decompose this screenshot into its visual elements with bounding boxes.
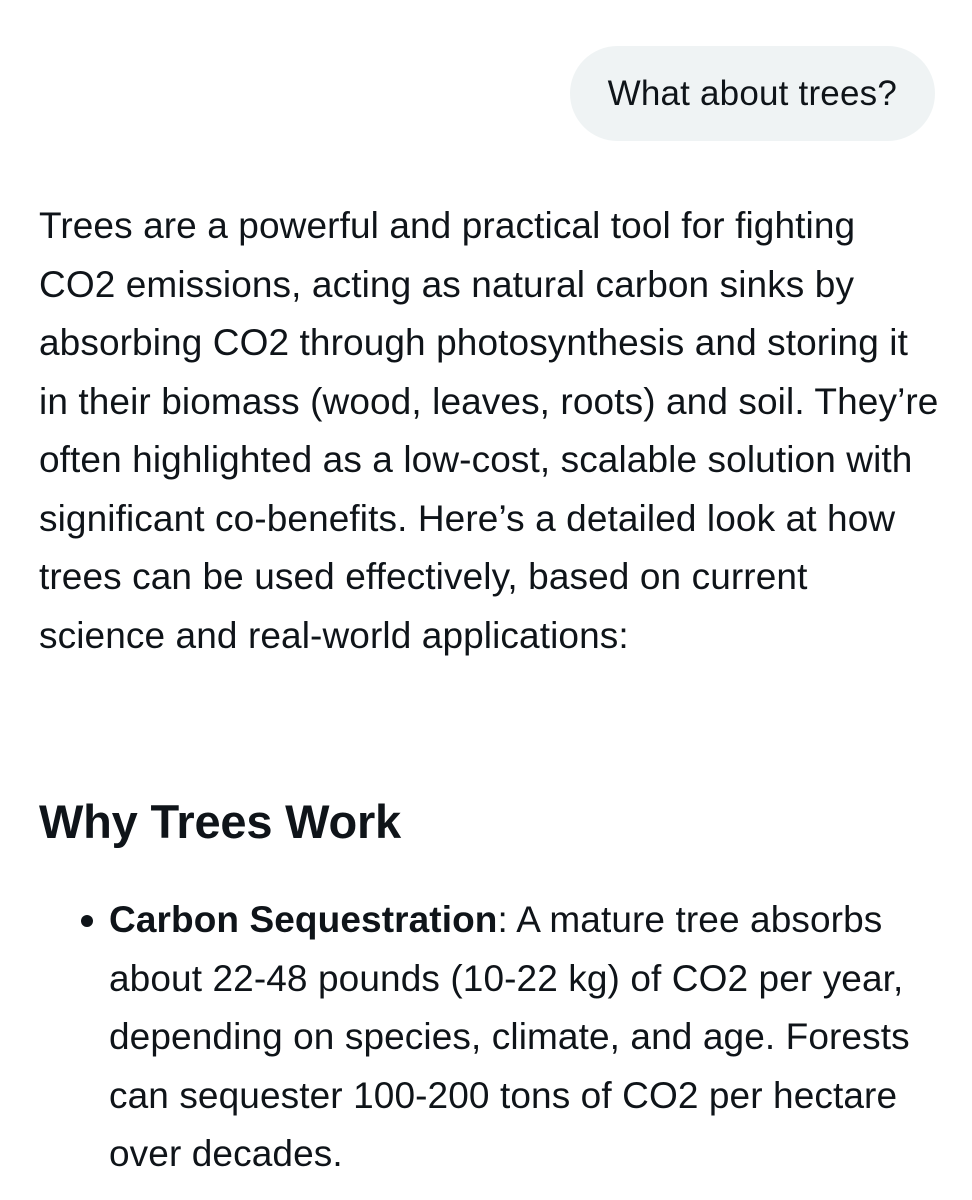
assistant-response	[39, 197, 939, 1174]
section-heading: Why Trees Work	[39, 795, 402, 848]
bullet-term: Carbon Sequestration	[109, 899, 498, 940]
user-message-row	[570, 46, 935, 141]
bullet-list	[39, 891, 939, 1184]
response-intro-paragraph: Trees are a powerful and practical tool for fighting CO2 emissions, acting as natural carbon sinks by absorbing CO2 through photosynthesis and storing it in their biomass (wood, leaves, roots) and soil. They’re often highlighted as a low-cost, scalable solution with significant co-benefits. Here’s a detailed look at how trees can be used effectively, based on current science and real-world applications:	[39, 205, 939, 656]
user-message-bubble: What about trees?	[570, 46, 935, 141]
bullet-point-icon	[81, 915, 93, 927]
list-item	[39, 891, 939, 1184]
bullet-separator: :	[497, 899, 508, 940]
bullet-text: A mature tree absorbs about 22-48 pounds (10-22 kg) of CO2 per year, depending on species, climate, and age. Forests can sequester 100-200 tons of CO2 per hectare over decades.	[109, 899, 910, 1174]
